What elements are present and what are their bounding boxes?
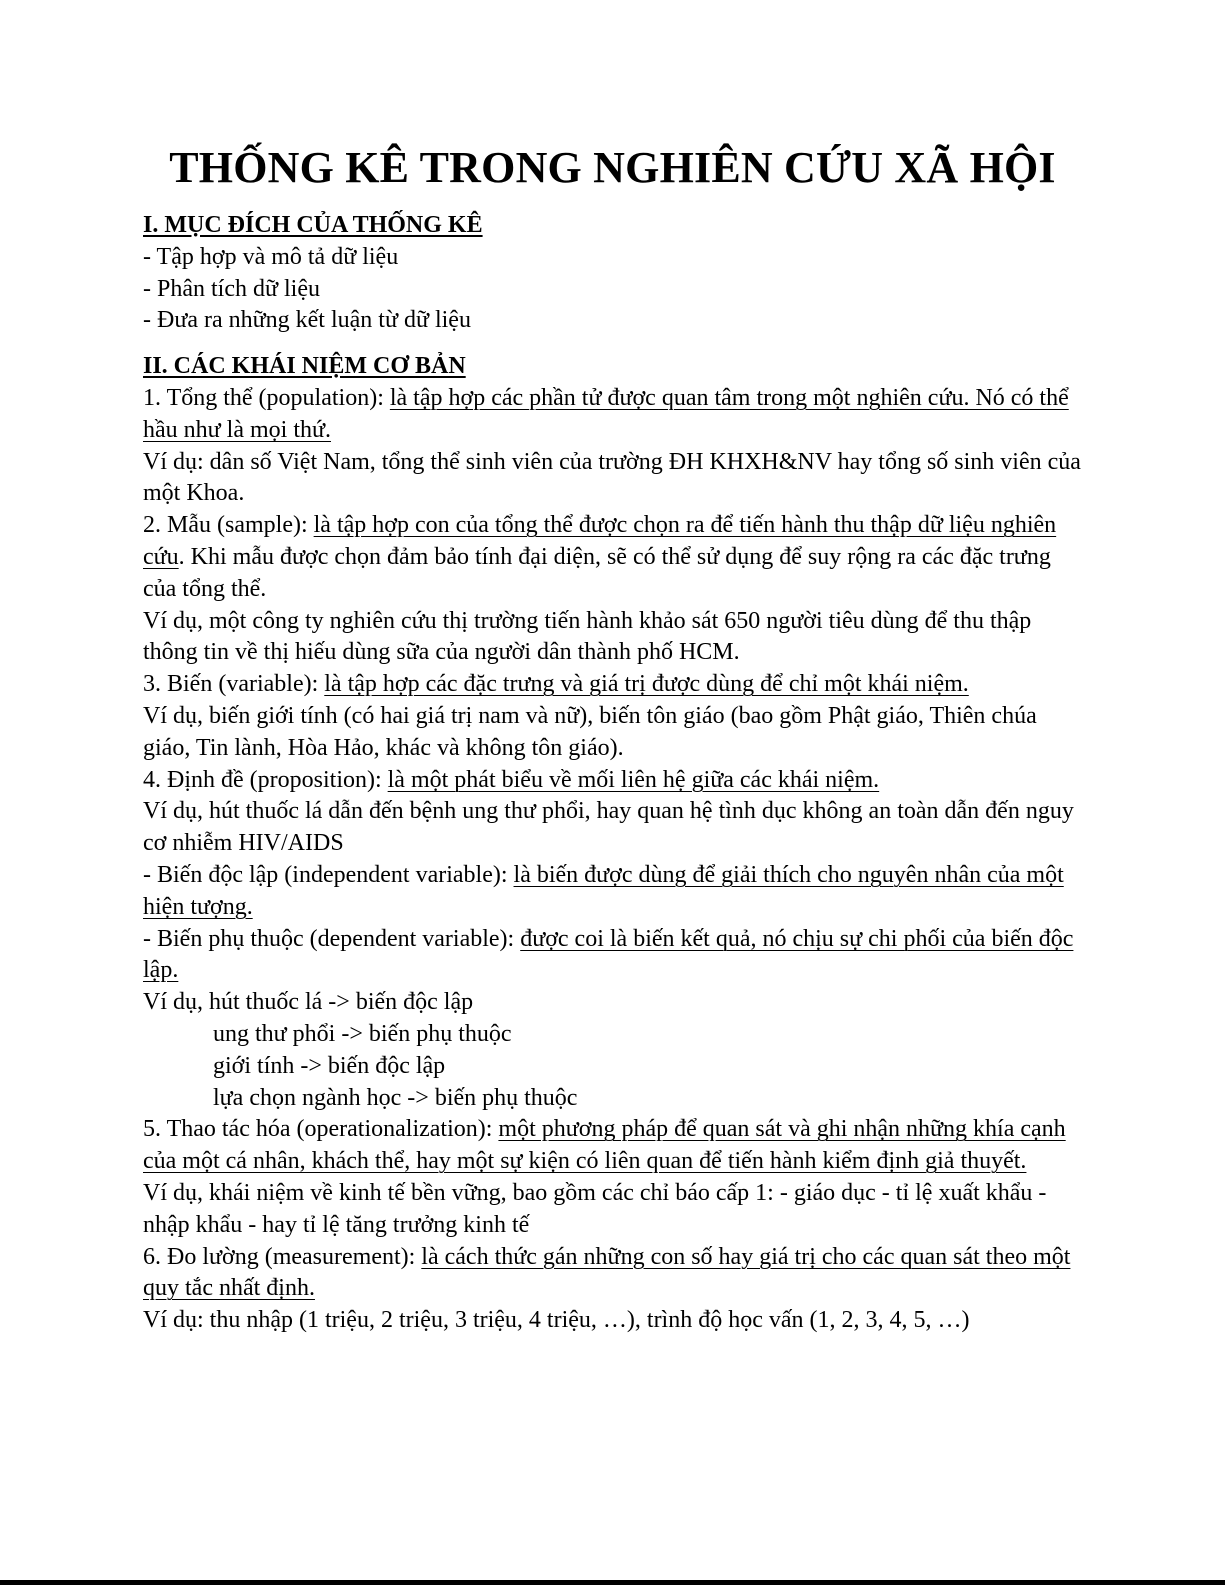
concept-independent-variable <box>143 860 1083 924</box>
concept-definition: được coi là biến kết quả, nó chịu sự chi phối của biến độc lập. <box>143 925 1074 984</box>
concept-text: . Khi mẫu được chọn đảm bảo tính đại diện, sẽ có thể sử dụng để suy rộng ra các đặc trưng của tổng thể. <box>143 543 1051 602</box>
page-title: THỐNG KÊ TRONG NGHIÊN CỨU XÃ HỘI <box>169 143 1056 192</box>
concept-example: Ví dụ, khái niệm về kinh tế bền vững, bao gồm các chỉ báo cấp 1: - giáo dục - tỉ lệ xuất khẩu - nhập khẩu - hay tỉ lệ tăng trưởng kinh tế <box>143 1179 1047 1238</box>
concept-definition: là tập hợp các phần tử được quan tâm trong một nghiên cứu. Nó có thể hầu như là mọi thứ. <box>143 384 1069 443</box>
concept-example: Ví dụ, biến giới tính (có hai giá trị nam và nữ), biến tôn giáo (bao gồm Phật giáo, Thiên chúa giáo, Tin lành, Hòa Hảo, khác và không tôn giáo). <box>143 702 1037 761</box>
concept-term: 2. Mẫu (sample): <box>143 512 314 539</box>
purpose-item: - Tập hợp và mô tả dữ liệu <box>143 243 399 270</box>
concept-dependent-variable <box>143 924 1083 988</box>
concept-example: Ví dụ: dân số Việt Nam, tổng thể sinh viên của trường ĐH KHXH&NV hay tổng số sinh viên của một Khoa. <box>143 448 1081 507</box>
purpose-item: - Phân tích dữ liệu <box>143 275 320 302</box>
concept-population <box>143 383 1083 447</box>
concept-definition: một phương pháp để quan sát và ghi nhận những khía cạnh của một cá nhân, khách thể, hay một sự kiện có liên quan để tiến hành kiểm định giả thuyết. <box>143 1116 1066 1175</box>
concept-example: Ví dụ: thu nhập (1 triệu, 2 triệu, 3 triệu, 4 triệu, …), trình độ học vấn (1, 2, 3, 4, 5, …) <box>143 1307 970 1334</box>
section-heading-concepts: II. CÁC KHÁI NIỆM CƠ BẢN <box>143 353 466 380</box>
concept-sample <box>143 510 1083 605</box>
concept-term: 1. Tổng thể (population): <box>143 384 390 411</box>
concept-definition: là tập hợp các đặc trưng và giá trị được dùng để chỉ một khái niệm. <box>324 671 969 698</box>
concept-definition: là cách thức gán những con số hay giá trị cho các quan sát theo một quy tắc nhất định. <box>143 1243 1071 1302</box>
document-body <box>143 210 1083 1337</box>
page-bottom-rule <box>0 1580 1225 1585</box>
concept-term: 3. Biến (variable): <box>143 671 325 698</box>
concept-operationalization <box>143 1114 1083 1178</box>
example-list-item: lựa chọn ngành học -> biến phụ thuộc <box>213 1084 578 1111</box>
concept-proposition <box>143 765 1083 797</box>
purpose-item: - Đưa ra những kết luận từ dữ liệu <box>143 307 471 334</box>
concept-example: Ví dụ, hút thuốc lá dẫn đến bệnh ung thư phổi, hay quan hệ tình dục không an toàn dẫn đến nguy cơ nhiễm HIV/AIDS <box>143 798 1074 857</box>
example-list-item: ung thư phổi -> biến phụ thuộc <box>213 1020 512 1047</box>
concept-term: - Biến phụ thuộc (dependent variable): <box>143 925 521 952</box>
concept-term: 4. Định đề (proposition): <box>143 766 388 793</box>
example-list-intro: Ví dụ, hút thuốc lá -> biến độc lập <box>143 989 474 1016</box>
concept-definition: là một phát biểu về mối liên hệ giữa các khái niệm. <box>387 766 880 793</box>
concept-example: Ví dụ, một công ty nghiên cứu thị trường tiến hành khảo sát 650 người tiêu dùng để thu thập thông tin về thị hiếu dùng sữa của người dân thành phố HCM. <box>143 607 1032 666</box>
section-heading-purpose: I. MỤC ĐÍCH CỦA THỐNG KÊ <box>143 212 483 238</box>
concept-measurement <box>143 1242 1083 1306</box>
concept-definition: là biến được dùng để giải thích cho nguyên nhân của một hiện tượng. <box>143 861 1064 920</box>
concept-term: 6. Đo lường (measurement): <box>143 1243 422 1270</box>
concept-term: 5. Thao tác hóa (operationalization): <box>143 1116 499 1143</box>
example-list-item: giới tính -> biến độc lập <box>213 1052 446 1079</box>
concept-variable <box>143 669 1083 701</box>
concept-definition: là tập hợp con của tổng thể được chọn ra để tiến hành thu thập dữ liệu nghiên cứu <box>143 512 1057 570</box>
concept-term: - Biến độc lập (independent variable): <box>143 861 514 888</box>
